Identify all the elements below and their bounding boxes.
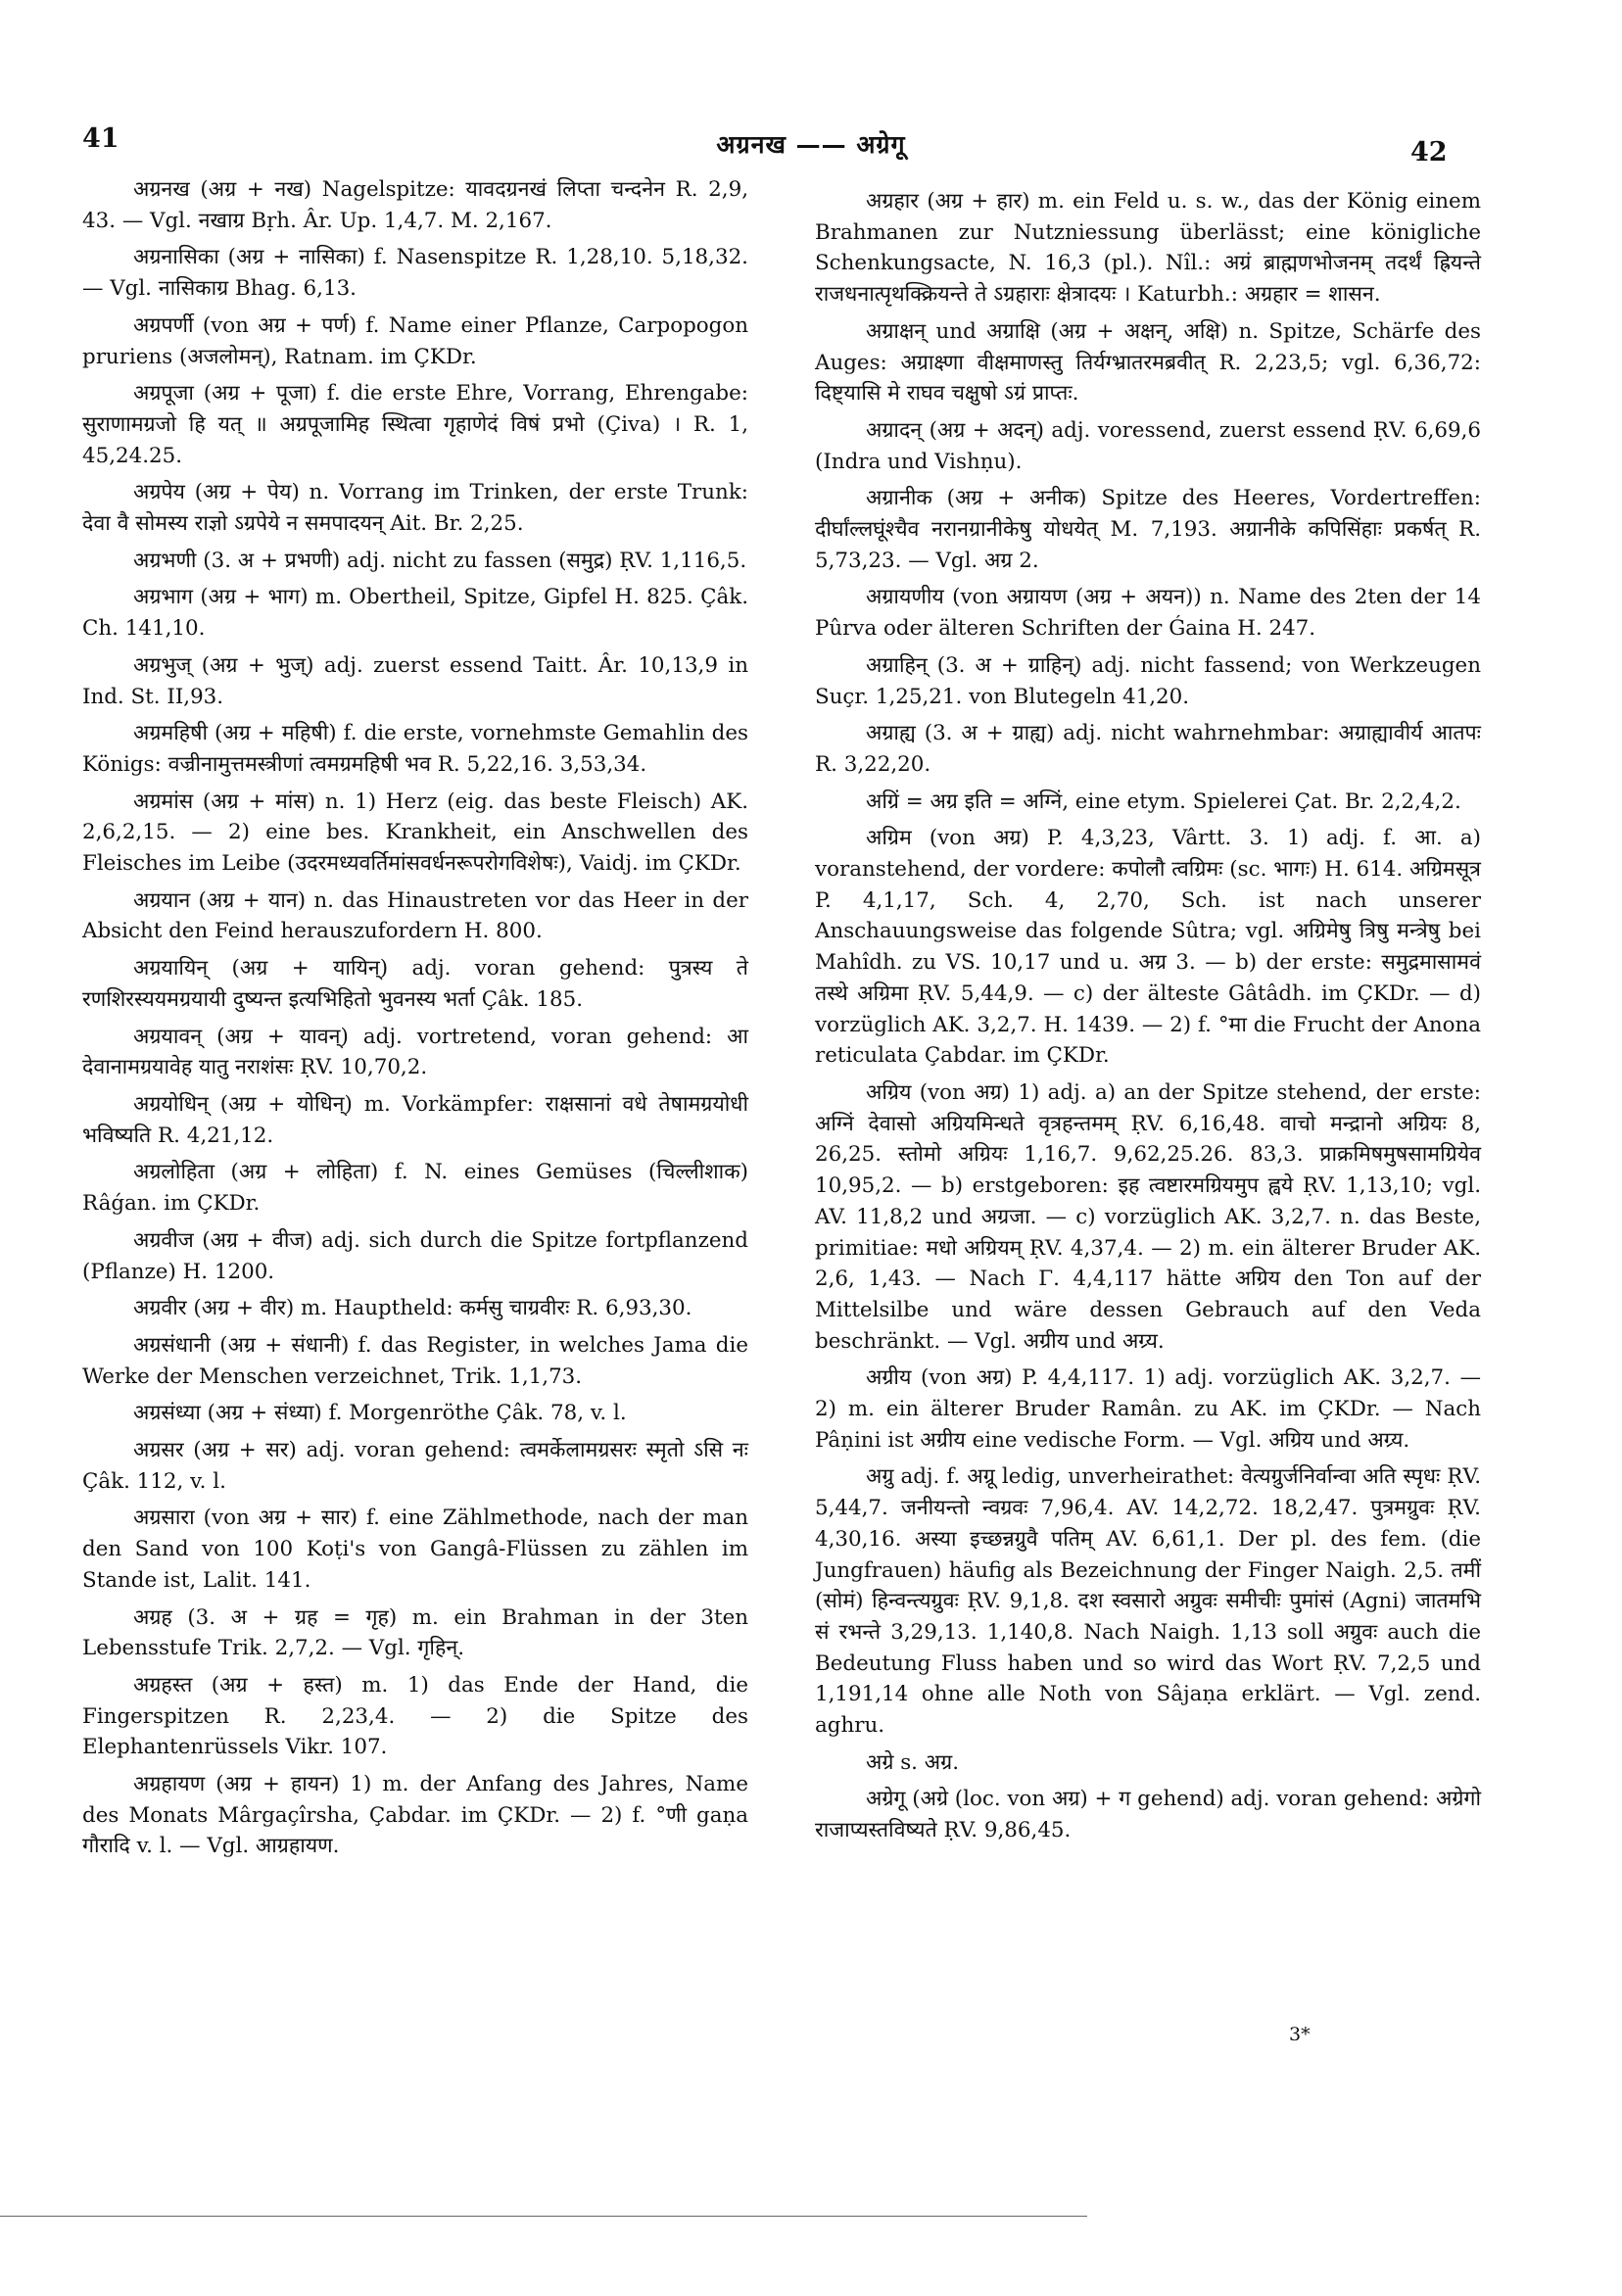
dictionary-entry: अग्रपर्णी (von अग्र + पर्ण) f. Name einer Pflanze, Carpopogon pruriens (अजलोमन्), Ratnam. im ÇKDr. — [82, 312, 748, 369]
right-column — [815, 186, 1481, 1852]
left-column — [82, 174, 748, 1868]
dictionary-entry: अग्रहस्त (अग्र + हस्त) m. 1) das Ende der Hand, die Fingerspitzen R. 2,23,4. — 2) die Spitze des Elephantenrüssels Vikr. 107. — [82, 1672, 748, 1760]
dictionary-entry: अग्रमहिषी (अग्र + महिषी) f. die erste, vornehmste Gemahlin des Königs: वज्रीनामुत्तमस्त्रीणां त्वमग्रमहिषी भव R. 5,22,16. 3,53,34. — [82, 721, 748, 777]
dictionary-entry: अग्रसारा (von अग्र + सार) f. eine Zählmethode, nach der man den Sand von 100 Koṭi's von Gangâ-Flüssen zu zählen im Stande ist, Lalit. 141. — [82, 1506, 748, 1593]
dictionary-entry: अग्रयावन् (अग्र + यावन्) adj. vortretend, voran gehend: आ देवानामग्रयावेह यातु नराशंसः ṚV. 10,70,2. — [82, 1024, 748, 1080]
dictionary-entry: अग्रीय (von अग्र) P. 4,4,117. 1) adj. vorzüglich AK. 3,2,7. — 2) m. ein älterer Bruder Ramân. zu AK. im ÇKDr. — Nach Pâṇini ist अग्रीय eine vedische Form. — Vgl. अग्रिय und अग्र्य. — [815, 1365, 1481, 1453]
dictionary-entry: अग्रसर (अग्र + सर) adj. voran gehend: त्वमर्केलामग्रसरः स्मृतो ऽसि नः Çâk. 112, v. l. — [82, 1438, 748, 1494]
dictionary-entry: अग्रादन् (अग्र + अदन्) adj. voressend, zuerst essend ṚV. 6,69,6 (Indra und Vishṇu). — [815, 417, 1481, 474]
dictionary-entry: अग्रवीर (अग्र + वीर) m. Hauptheld: कर्मसु चाग्रवीरः R. 6,93,30. — [133, 1296, 692, 1321]
dictionary-entry: अग्रभुज् (अग्र + भुज्) adj. zuerst essend Taitt. Âr. 10,13,9 in Ind. St. II,93. — [82, 652, 748, 709]
dictionary-entry: अग्रिय (von अग्र) 1) adj. a) an der Spitze stehend, der erste: अग्निं देवासो अग्रियमिन्धते वृत्रहन्तमम् ṚV. 6,16,48. वाचो मन्द्रानो अग्रियः 8, 26,25. स्तोमो अग्रियः 1,16,7. 9,62,25.26. 83,3. प्राक्रमिषमुषसामग्रियेव 10,95,2. — b) erstgeboren: इह त्वष्टारमग्रियमुप ह्वये ṚV. 1,13,10; vgl. AV. 11,8,2 und अग्रजा. — c) vorzüglich AK. 3,2,7. n. das Beste, primitiae: मधो अग्रियम् ṚV. 4,37,4. — 2) m. ein älterer Bruder AK. 2,6, 1,43. — Nach Γ. 4,4,117 hätte अग्रिय den Ton auf der Mittelsilbe und wäre dessen Gebrauch auf den Veda beschränkt. — Vgl. अग्रीय und अग्र्य. — [815, 1079, 1481, 1354]
dictionary-entry: अग्रपेय (अग्र + पेय) n. Vorrang im Trinken, der erste Trunk: देवा वै सोमस्य राज्ञो ऽग्रपेये न समपादयन् Ait. Br. 2,25. — [82, 480, 748, 537]
dictionary-entry: अग्रायणीय (von अग्रायण (अग्र + अयन)) n. Name des 2ten der 14 Pûrva oder älteren Schriften der Ǵaina H. 247. — [815, 585, 1481, 642]
dictionary-entry: अग्रनासिका (अग्र + नासिका) f. Nasenspitze R. 1,28,10. 5,18,32. — Vgl. नासिकाग्र Bhag. 6,13. — [82, 245, 748, 302]
dictionary-entry: अग्रनख (अग्र + नख) Nagelspitze: यावदग्रनखं लिप्ता चन्दनेन R. 2,9, 43. — Vgl. नखाग्र Bṛh. Âr. Up. 1,4,7. M. 2,167. — [82, 177, 748, 233]
dictionary-entry: अग्रसंधानी (अग्र + संधानी) f. das Register, in welches Jama die Werke der Menschen verzeichnet, Trik. 1,1,73. — [82, 1332, 748, 1389]
dictionary-entry: अग्रहार (अग्र + हार) m. ein Feld u. s. w., das der König einem Brahmanen zur Nutzniessung überlässt; eine königliche Schenkungsacte, N. 16,3 (pl.). Nîl.: अग्रं ब्राह्मणभोजनम् तदर्थं ह्रियन्ते राजधनात्पृथक्क्रियन्ते ते ऽग्रहाराः क्षेत्रादयः । Katurbh.: अग्रहार = शासन. — [815, 189, 1481, 308]
dictionary-entry: अग्रह (3. अ + ग्रह = गृह) m. ein Brahman in der 3ten Lebensstufe Trik. 2,7,2. — Vgl. गृहिन्. — [82, 1604, 748, 1661]
page-header — [0, 116, 1622, 165]
page-number-right: 42 — [1410, 137, 1448, 167]
dictionary-entry: अग्रभणी (3. अ + प्रभणी) adj. nicht zu fassen (समुद्र) ṚV. 1,116,5. — [133, 548, 747, 573]
dictionary-entry: अग्रसंध्या (अग्र + संध्या) f. Morgenröthe Çâk. 78, v. l. — [133, 1401, 627, 1426]
dictionary-entry: अग्रवीज (अग्र + वीज) adj. sich durch die Spitze fortpflanzend (Pflanze) H. 1200. — [82, 1227, 748, 1284]
dictionary-entry: अग्राह्य (3. अ + ग्राह्य) adj. nicht wahrnehmbar: अग्राह्यावीर्य आतपः R. 3,22,20. — [815, 721, 1481, 777]
dictionary-entry: अग्रिम (von अग्र) P. 4,3,23, Vârtt. 3. 1) adj. f. आ. a) voranstehend, der vordere: कपोलौ त्वग्रिमः (sc. भागः) H. 614. अग्रिमसूत्र P. 4,1,17, Sch. 4, 2,70, Sch. ist nach unserer Anschauungsweise das folgende Sûtra; vgl. अग्रिमेषु त्रिषु मन्त्रेषु bei Mahîdh. zu VS. 10,17 und u. अग्र 3. — b) der erste: समुद्रमासामवं तस्थे अग्रिमा ṚV. 5,44,9. — c) der älteste Gâtâdh. im ÇKDr. — d) vorzüglich AK. 3,2,7. H. 1439. — 2) f. °मा die Frucht der Anona reticulata Çabdar. im ÇKDr. — [815, 826, 1481, 1069]
running-title: अग्रनख —— अग्रेगू — [716, 130, 906, 159]
dictionary-entry: अग्राक्षन् und अग्राक्षि (अग्र + अक्षन्, अक्षि) n. Spitze, Schärfe des Auges: अग्राक्ष्णा वीक्षमाणस्तु तिर्यग्भ्रातरमब्रवीत् R. 2,23,5; vgl. 6,36,72: दिष्ट्यासि मे राघव चक्षुषो ऽग्रं प्राप्तः. — [815, 318, 1481, 407]
dictionary-entry: अग्रेगू (अग्रे (loc. von अग्र) + ग gehend) adj. voran gehend: अग्रेगो राजाप्यस्तविष्यते ṚV. 9,86,45. — [815, 1787, 1481, 1843]
dictionary-entry: अग्रे s. अग्र. — [866, 1749, 959, 1775]
bottom-rule — [0, 2216, 1087, 2217]
page-number-left: 41 — [82, 123, 119, 154]
dictionary-entry: अग्रानीक (अग्र + अनीक) Spitze des Heeres, Vordertreffen: दीर्घांल्लघूंश्चैव नरानग्रानीकेषु योधयेत् M. 7,193. अग्रानीके कपिसिंहाः प्रकर्षत् R. 5,73,23. — Vgl. अग्र 2. — [815, 486, 1481, 573]
dictionary-entry: अग्रु adj. f. अग्रू ledig, unverheirathet: वेत्यग्रुर्जनिर्वान्वा अति स्पृधः ṚV. 5,44,7. जनीयन्तो न्वग्रवः 7,96,4. AV. 14,2,72. 18,2,47. पुत्रमग्रुवः ṚV. 4,30,16. अस्या इच्छन्नग्रुवै पतिम् AV. 6,61,1. Der pl. des fem. (die Jungfrauen) häufig als Bezeichnung der Finger Naigh. 2,5. तमीं (सोमं) हिन्वन्त्यग्रुवः ṚV. 9,1,8. दश स्वसारो अग्रुवः समीचीः पुमांसं (Agni) जातमभि सं रभन्ते 3,29,13. 1,140,8. Nach Naigh. 1,13 soll अग्रुवः auch die Bedeutung Fluss haben und so wird das Wort ṚV. 7,2,5 und 1,191,14 ohne alle Noth von Sâjaṇa erklärt. — Vgl. zend. aghru. — [815, 1464, 1481, 1739]
dictionary-entry: अग्रलोहिता (अग्र + लोहिता) f. N. eines Gemüses (चिल्लीशाक) Râǵan. im ÇKDr. — [82, 1160, 748, 1217]
dictionary-entry: अग्रभाग (अग्र + भाग) m. Obertheil, Spitze, Gipfel H. 825. Çâk. Ch. 141,10. — [82, 585, 748, 642]
dictionary-entry: अग्रपूजा (अग्र + पूजा) f. die erste Ehre, Vorrang, Ehrengabe: सुराणामग्रजो हि यत् ॥ अग्रपूजामिह स्थित्वा गृहाणेदं विषं प्रभो (Çiva) । R. 1, 45,24.25. — [82, 381, 748, 468]
dictionary-entry: अग्रयोधिन् (अग्र + योधिन्) m. Vorkämpfer: राक्षसानां वधे तेषामग्रयोधी भविष्यति R. 4,21,12. — [82, 1091, 748, 1148]
signature-mark: 3* — [1289, 2024, 1311, 2045]
dictionary-entry: अग्राहिन् (3. अ + ग्राहिन्) adj. nicht fassend; von Werkzeugen Suçr. 1,25,21. von Blutegeln 41,20. — [815, 652, 1481, 709]
dictionary-entry: अग्रयान (अग्र + यान) n. das Hinaustreten vor das Heer in der Absicht den Feind herauszufordern H. 800. — [82, 887, 748, 944]
dictionary-entry: अग्रयायिन् (अग्र + यायिन्) adj. voran gehend: पुत्रस्य ते रणशिरस्ययमग्रयायी दुष्यन्त इत्यभिहितो भुवनस्य भर्ता Çâk. 185. — [82, 956, 748, 1012]
dictionary-entry: अग्रिं = अग्र इति = अग्निं, eine etym. Spielerei Çat. Br. 2,2,4,2. — [866, 789, 1461, 814]
dictionary-entry: अग्रहायण (अग्र + हायन) 1) m. der Anfang des Jahres, Name des Monats Mârgaçîrsha, Çabdar. im ÇKDr. — 2) f. °णी gaṇa गौरादि v. l. — Vgl. आग्रहायण. — [82, 1772, 748, 1859]
dictionary-entry: अग्रमांस (अग्र + मांस) n. 1) Herz (eig. das beste Fleisch) AK. 2,6,2,15. — 2) eine bes. Krankheit, ein Anschwellen des Fleisches im Leibe (उदरमध्यवर्तिमांसवर्धनरूपरोगविशेषः), Vaidj. im ÇKDr. — [82, 789, 748, 877]
